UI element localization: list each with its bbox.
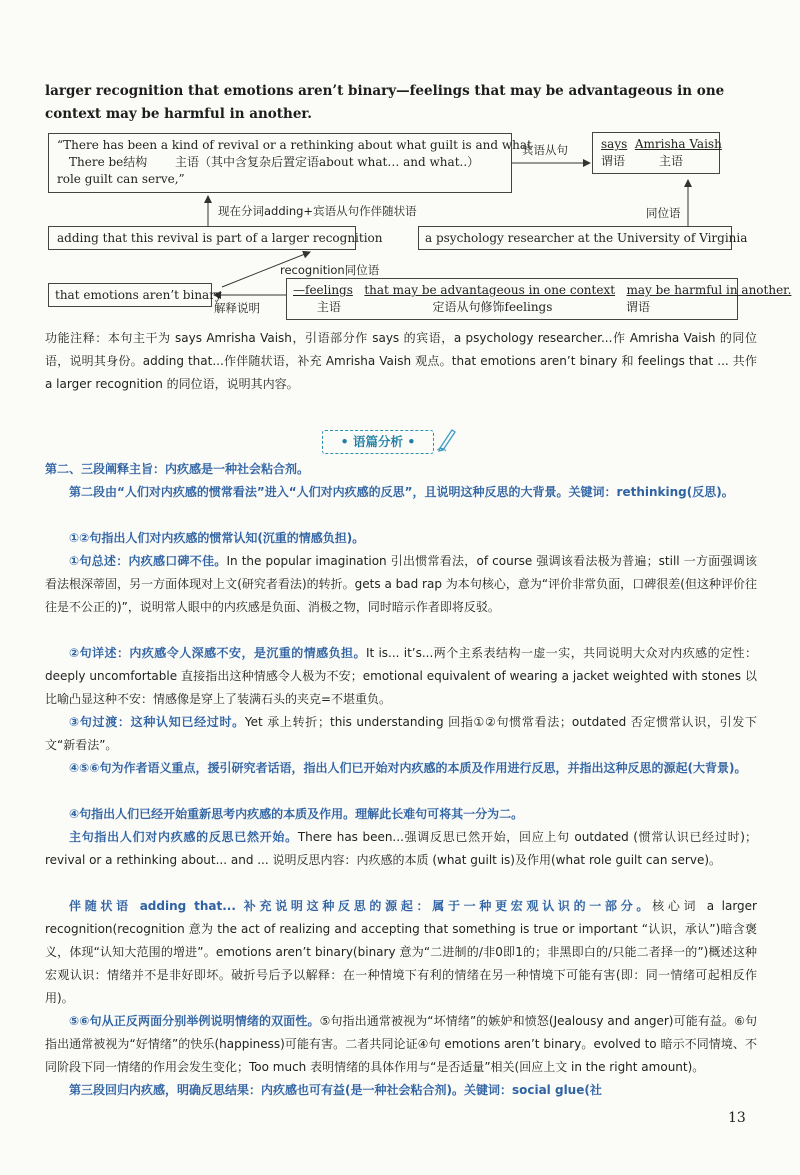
label-appositive: 同位语 bbox=[646, 206, 681, 220]
says-box bbox=[592, 132, 720, 174]
feelings-box bbox=[286, 278, 792, 320]
para-sentence-3: ③句过渡：这种认知已经过时。Yet 承上转折；this understanding 回指①②句惯常看法；outdated 否定惯常认识，引发下文“新看法”。 bbox=[45, 715, 757, 752]
para-sentences-4-6: ④⑤⑥句为作者语义重点，援引研究者话语，指出人们已开始对内疚感的本质及作用进行反思，并指出这种反思的源起(大背景)。 bbox=[69, 761, 747, 775]
feelings-subject: —feelings bbox=[293, 283, 353, 297]
quote-box bbox=[48, 133, 532, 193]
quote-line-3: role guilt can serve,” bbox=[57, 172, 185, 186]
para-theme: 第二、三段阐释主旨：内疚感是一种社会粘合剂。 bbox=[45, 462, 310, 476]
pen-icon bbox=[436, 424, 458, 452]
function-note: 功能注释：本句主干为 says Amrisha Vaish，引语部分作 says 的宾语，a psychology researcher...作 Amrisha Vaish 的同位语，说明其身份。adding that...作伴随状语，补充 Amrisha Vaish 观点。that emotions aren’t binary 和 feelings that ... 共作 a larger recognition 的同位语，说明其内容。 bbox=[45, 331, 757, 391]
quote-sub-there-be: There be结构 bbox=[69, 155, 148, 169]
says-verb-label: 谓语 bbox=[601, 154, 626, 168]
para-second: 第二段由“人们对内疚感的惯常看法”进入“人们对内疚感的反思”，且说明这种反思的大背景。关键词：rethinking(反思)。 bbox=[69, 485, 734, 499]
feelings-subject-label: 主语 bbox=[316, 300, 341, 314]
page-number: 13 bbox=[728, 1110, 746, 1126]
quote-line-1: “There has been a kind of revival or a rethinking about what guilt is and what bbox=[57, 138, 532, 152]
label-participle: 现在分词adding+宾语从句作伴随状语 bbox=[218, 204, 417, 218]
label-object-clause: 宾语从句 bbox=[522, 143, 568, 157]
feelings-clause: that may be advantageous in one context bbox=[364, 283, 616, 297]
feelings-predicate: may be harmful in another. bbox=[626, 283, 792, 297]
para-third: 第三段回归内疚感，明确反思结果：内疚感也可有益(是一种社会粘合剂)。关键词：social glue(社 bbox=[69, 1083, 602, 1097]
para-sentence-2: ②句详述：内疚感令人深感不安，是沉重的情感负担。It is... it’s...两个主系表结构一虚一实，共同说明大众对内疚感的定性：deeply uncomfortable 直接指出这种情感令人极为不安；emotional equivalent of wearing a jacket weighted with stones 以比喻凸显这种不安：情感像是穿上了装满石头的夹克=不堪重负。 bbox=[45, 646, 757, 706]
label-explain: 解释说明 bbox=[214, 301, 260, 315]
says-subject-label: 主语 bbox=[659, 154, 684, 168]
para-adverbial: 伴随状语 adding that... 补充说明这种反思的源起：属于一种更宏观认识的一部分。核心词 a larger recognition(recognition 意为 the act of realizing and accepting that something is true or important “认识，承认”)暗含褒义，体现“认知大范围的增进”。emotions aren’t binary(binary 意为“二进制的/非0即1的；非黑即白的/只能二者择一的”)概述这种宏观认识：情绪并不是非好即坏。破折号后予以解释：在一种情境下有利的情绪在另一种情境下可能有害(即：同一情绪可起相反作用)。 bbox=[45, 899, 757, 1005]
para-sentence-1: ①句总述：内疚感口碑不佳。In the popular imagination 引出惯常看法，of course 强调该看法极为普遍；still 一方面强调该看法根深蒂固，另一方面体现对上文(研究者看法)的转折。gets a bad rap 为本句核心，意为“评价非常负面，口碑很差(但这种评价往往是不公正的)”，说明常人眼中的内疚感是负面、消极之物，同时暗示作者即将反驳。 bbox=[45, 554, 757, 614]
quote-sub-subject: 主语（其中含复杂后置定语about what… and what..） bbox=[174, 155, 480, 169]
para-main-clause: 主句指出人们对内疚感的反思已然开始。There has been...强调反思已然开始，回应上句 outdated (惯常认识已经过时)；revival or a rethinking about... and ... 说明反思内容：内疚感的本质 (what guilt is)及作用(what role guilt can serve)。 bbox=[45, 830, 757, 867]
para-sentence-4: ④句指出人们已经开始重新思考内疚感的本质及作用。理解此长难句可将其一分为二。 bbox=[69, 807, 524, 821]
section-title: • 语篇分析 • bbox=[322, 430, 434, 454]
feelings-predicate-label: 谓语 bbox=[626, 300, 651, 314]
emotions-box: that emotions aren’t binary bbox=[48, 283, 212, 307]
researcher-box: a psychology researcher at the University of Virginia bbox=[418, 226, 732, 250]
feelings-clause-label: 定语从句修饰feelings bbox=[432, 300, 553, 314]
says-subject: Amrisha Vaish bbox=[634, 137, 722, 151]
label-recognition-appositive: recognition同位语 bbox=[280, 263, 380, 277]
para-sentences-1-2: ①②句指出人们对内疚感的惯常认知(沉重的情感负担)。 bbox=[69, 531, 365, 545]
adding-box: adding that this revival is part of a larger recognition bbox=[48, 226, 356, 250]
intro-text: larger recognition that emotions aren’t binary—feelings that may be advantageous in one context may be harmful in another. bbox=[45, 83, 725, 122]
para-sentences-5-6: ⑤⑥句从正反两面分别举例说明情绪的双面性。⑤句指出通常被视为“坏情绪”的嫉妒和愤怒(Jealousy and anger)可能有益。⑥句指出通常被视为“好情绪”的快乐(happiness)可能有害。二者共同论证④句 emotions aren’t binary。evolved to 暗示不同情境、不同阶段下同一情绪的作用会发生变化；Too much 表明情绪的具体作用与“是否适量”相关(回应上文 in the right amount)。 bbox=[45, 1014, 757, 1074]
says-verb: says bbox=[601, 137, 628, 151]
